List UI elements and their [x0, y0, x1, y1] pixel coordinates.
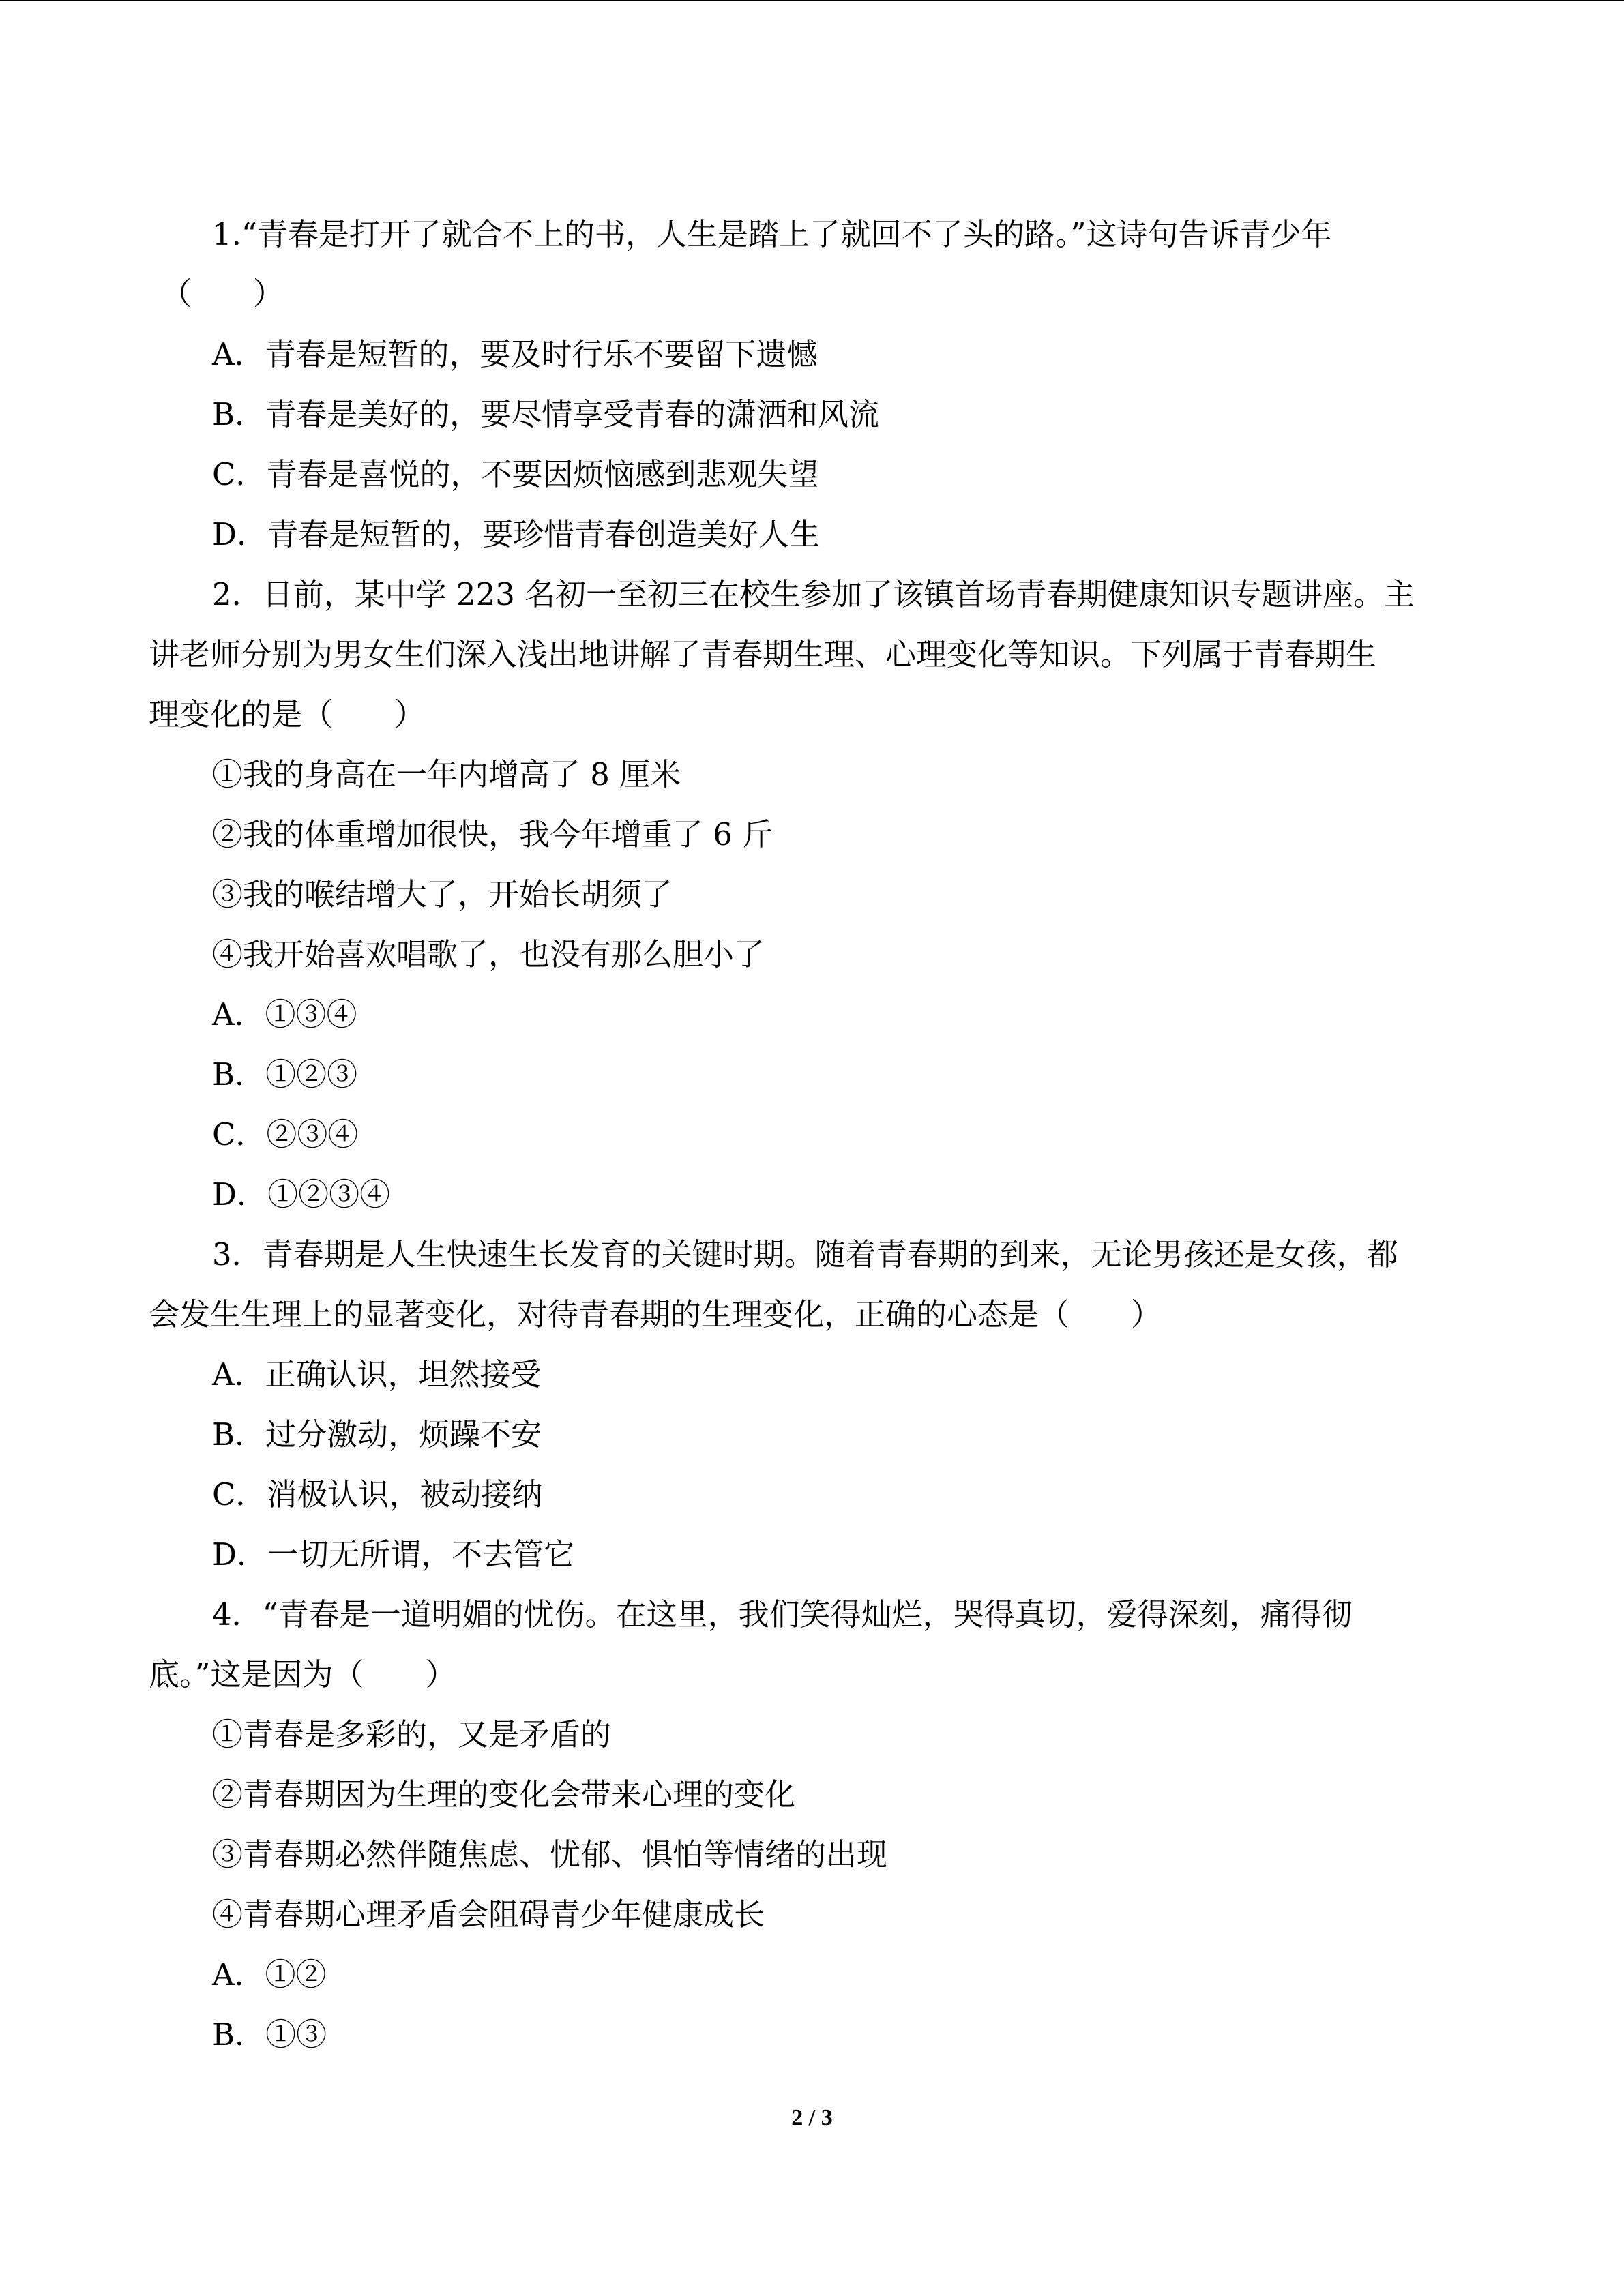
- question-2-option-c: C．②③④: [212, 1116, 359, 1152]
- question-1-option-d: D．青春是短暂的，要珍惜青春创造美好人生: [212, 516, 821, 552]
- question-2-statement-2: ②我的体重增加很快，我今年增重了 6 斤: [212, 816, 773, 852]
- question-4-statement-4: ④青春期心理矛盾会阻碍青少年健康成长: [212, 1896, 765, 1933]
- question-3-stem-line-2: 会发生生理上的显著变化，对待青春期的生理变化，正确的心态是（ ）: [149, 1296, 1162, 1332]
- question-2-stem-line-3: 理变化的是（ ）: [149, 696, 426, 732]
- question-4-statement-3: ③青春期必然伴随焦虑、忧郁、惧怕等情绪的出现: [212, 1836, 888, 1873]
- question-2-option-b: B．①②③: [212, 1056, 358, 1092]
- question-3-stem-line-1: 3．青春期是人生快速生长发育的关键时期。随着青春期的到来，无论男孩还是女孩，都: [212, 1236, 1398, 1272]
- question-1-stem-line-1: 1.“青春是打开了就合不上的书，人生是踏上了就回不了头的路。”这诗句告诉青少年: [212, 216, 1332, 252]
- question-1-option-a: A．青春是短暂的，要及时行乐不要留下遗憾: [212, 336, 818, 372]
- page-number: 2 / 3: [791, 2105, 833, 2130]
- question-4-stem-line-1: 4．“青春是一道明媚的忧伤。在这里，我们笑得灿烂，哭得真切，爱得深刻，痛得彻: [212, 1596, 1353, 1632]
- question-2-stem-line-2: 讲老师分别为男女生们深入浅出地讲解了青春期生理、心理变化等知识。下列属于青春期生: [149, 636, 1377, 672]
- question-2-statement-4: ④我开始喜欢唱歌了，也没有那么胆小了: [212, 936, 765, 972]
- question-4-statement-1: ①青春是多彩的，又是矛盾的: [212, 1716, 612, 1753]
- question-3-option-b: B．过分激动，烦躁不安: [212, 1416, 542, 1452]
- question-3-option-d: D．一切无所谓，不去管它: [212, 1536, 575, 1572]
- question-2-stem-line-1: 2．日前，某中学 223 名初一至初三在校生参加了该镇首场青春期健康知识专题讲座。主: [212, 576, 1415, 612]
- question-4-statement-2: ②青春期因为生理的变化会带来心理的变化: [212, 1776, 796, 1813]
- question-1-option-c: C．青春是喜悦的，不要因烦恼感到悲观失望: [212, 456, 819, 492]
- question-2-statement-3: ③我的喉结增大了，开始长胡须了: [212, 876, 673, 912]
- question-1-stem-line-2: （ ）: [161, 275, 284, 312]
- question-2-statement-1: ①我的身高在一年内增高了 8 厘米: [212, 756, 681, 792]
- question-3-option-a: A．正确认识，坦然接受: [212, 1356, 542, 1392]
- question-4-stem-line-2: 底。”这是因为（ ）: [149, 1656, 456, 1693]
- question-1-option-b: B．青春是美好的，要尽情享受青春的潇洒和风流: [212, 396, 880, 432]
- question-4-option-a: A．①②: [212, 1956, 327, 1993]
- question-2-option-d: D．①②③④: [212, 1176, 391, 1212]
- question-4-option-b: B．①③: [212, 2016, 327, 2053]
- question-2-option-a: A．①③④: [212, 996, 357, 1032]
- question-3-option-c: C．消极认识，被动接纳: [212, 1476, 543, 1512]
